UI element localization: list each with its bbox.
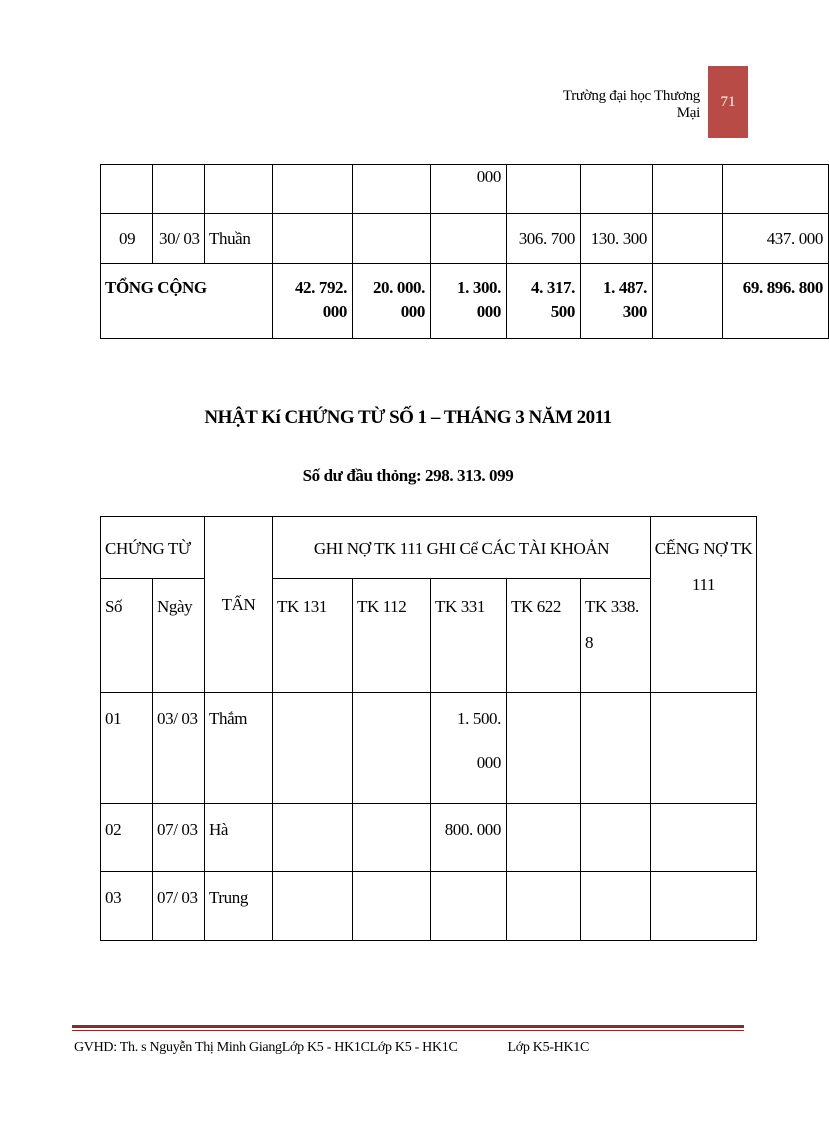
header-ten: TẤN (205, 517, 273, 693)
cell: 306. 700 (507, 214, 581, 264)
cell-so: 09 (101, 214, 153, 264)
cell: 1. 300. 000 (431, 264, 507, 339)
header-tk131: TK 131 (273, 579, 353, 693)
table-row (101, 872, 757, 941)
cell-ten: Hà (205, 804, 273, 872)
summary-table-continued (100, 164, 829, 339)
page-number-badge: 71 (708, 66, 748, 138)
table-row (101, 214, 829, 264)
cell-so: 03 (101, 872, 153, 941)
cell: 42. 792. 000 (273, 264, 353, 339)
cell-so: 02 (101, 804, 153, 872)
cell-ten: Trung (205, 872, 273, 941)
header-cong-no: CẾNG NỢ TK 111 (651, 517, 757, 693)
header-chung-tu: CHỨNG TỪ (101, 517, 205, 579)
cell: 4. 317. 500 (507, 264, 581, 339)
header-tk331: TK 331 (431, 579, 507, 693)
cell: 1. 487. 300 (581, 264, 653, 339)
cell-ten: Thắm (205, 693, 273, 804)
cell-ngay: 07/ 03 (153, 872, 205, 941)
table-header-row (101, 517, 757, 579)
journal-table (100, 516, 757, 941)
cell-so: 01 (101, 693, 153, 804)
cell-total: 437. 000 (723, 214, 829, 264)
header-tk3388: TK 338. 8 (581, 579, 651, 693)
header-tk112: TK 112 (353, 579, 431, 693)
cell: 000 (431, 165, 507, 214)
footer-rule (72, 1025, 744, 1028)
total-row (101, 264, 829, 339)
cell-ngay: 30/ 03 (153, 214, 205, 264)
cell-ngay: 07/ 03 (153, 804, 205, 872)
footer-class: Lớp K5-HK1C (507, 1040, 590, 1055)
page-title: NHẬT Kí CHỨNG TỪ SỐ 1 – THÁNG 3 NĂM 2011 (204, 407, 612, 428)
footer-rule-thin (72, 1030, 744, 1031)
cell-tk331: 1. 500. 000 (431, 693, 507, 804)
table-row (101, 804, 757, 872)
cell-ten: Thuần (205, 214, 273, 264)
cell-tk331: 800. 000 (431, 804, 507, 872)
header-so: Số (101, 579, 153, 693)
opening-balance: Số dư đầu thỏng: 298. 313. 099 (302, 466, 514, 485)
header-ghi-no: GHI NỢ TK 111 GHI Cể CÁC TÀI KHOẢN (273, 517, 651, 579)
table-row (101, 165, 829, 214)
header-ngay: Ngày (153, 579, 205, 693)
footer (74, 1040, 589, 1056)
header-tk622: TK 622 (507, 579, 581, 693)
cell: 20. 000. 000 (353, 264, 431, 339)
cell-grand-total: 69. 896. 800 (723, 264, 829, 339)
table-row (101, 693, 757, 804)
cell: 130. 300 (581, 214, 653, 264)
cell-ngay: 03/ 03 (153, 693, 205, 804)
footer-instructor: GVHD: Th. s Nguyễn Thị Minh GiangLớp K5 - HK1CLớp K5 - HK1C (74, 1040, 458, 1055)
total-label: TỔNG CỘNG (101, 264, 273, 339)
school-name: Trường đại học Thương Mại (562, 88, 700, 121)
